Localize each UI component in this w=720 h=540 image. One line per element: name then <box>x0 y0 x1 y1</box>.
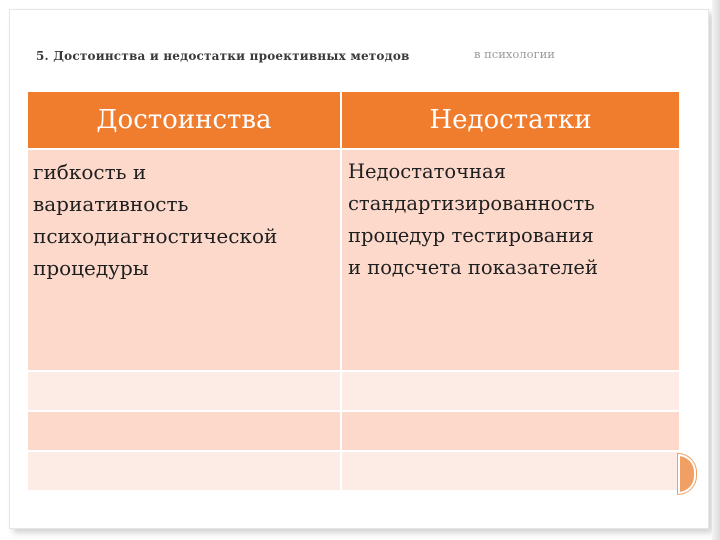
table-cell <box>341 451 680 491</box>
slide-edge <box>712 0 720 540</box>
slide-title-overlap: в психологии <box>474 47 555 61</box>
table-row <box>27 149 680 371</box>
table-header-row <box>27 91 680 149</box>
table-cell <box>27 451 341 491</box>
table-row <box>27 451 680 491</box>
table-cell <box>341 371 680 411</box>
header-advantages: Достоинства <box>27 91 341 149</box>
table-cell <box>27 371 341 411</box>
advantage-cell: гибкость и вариативность психодиагностической процедуры <box>27 149 341 371</box>
header-disadvantages: Недостатки <box>341 91 680 149</box>
table-cell <box>27 411 341 451</box>
comparison-table <box>26 90 681 492</box>
disadvantage-cell: Недостаточная стандартизированность процедур тестирования и подсчета показателей <box>341 149 680 371</box>
table-cell <box>341 411 680 451</box>
table-row <box>27 411 680 451</box>
table-row <box>27 371 680 411</box>
slide-title: 5. Достоинства и недостатки проективных методов <box>36 49 410 63</box>
